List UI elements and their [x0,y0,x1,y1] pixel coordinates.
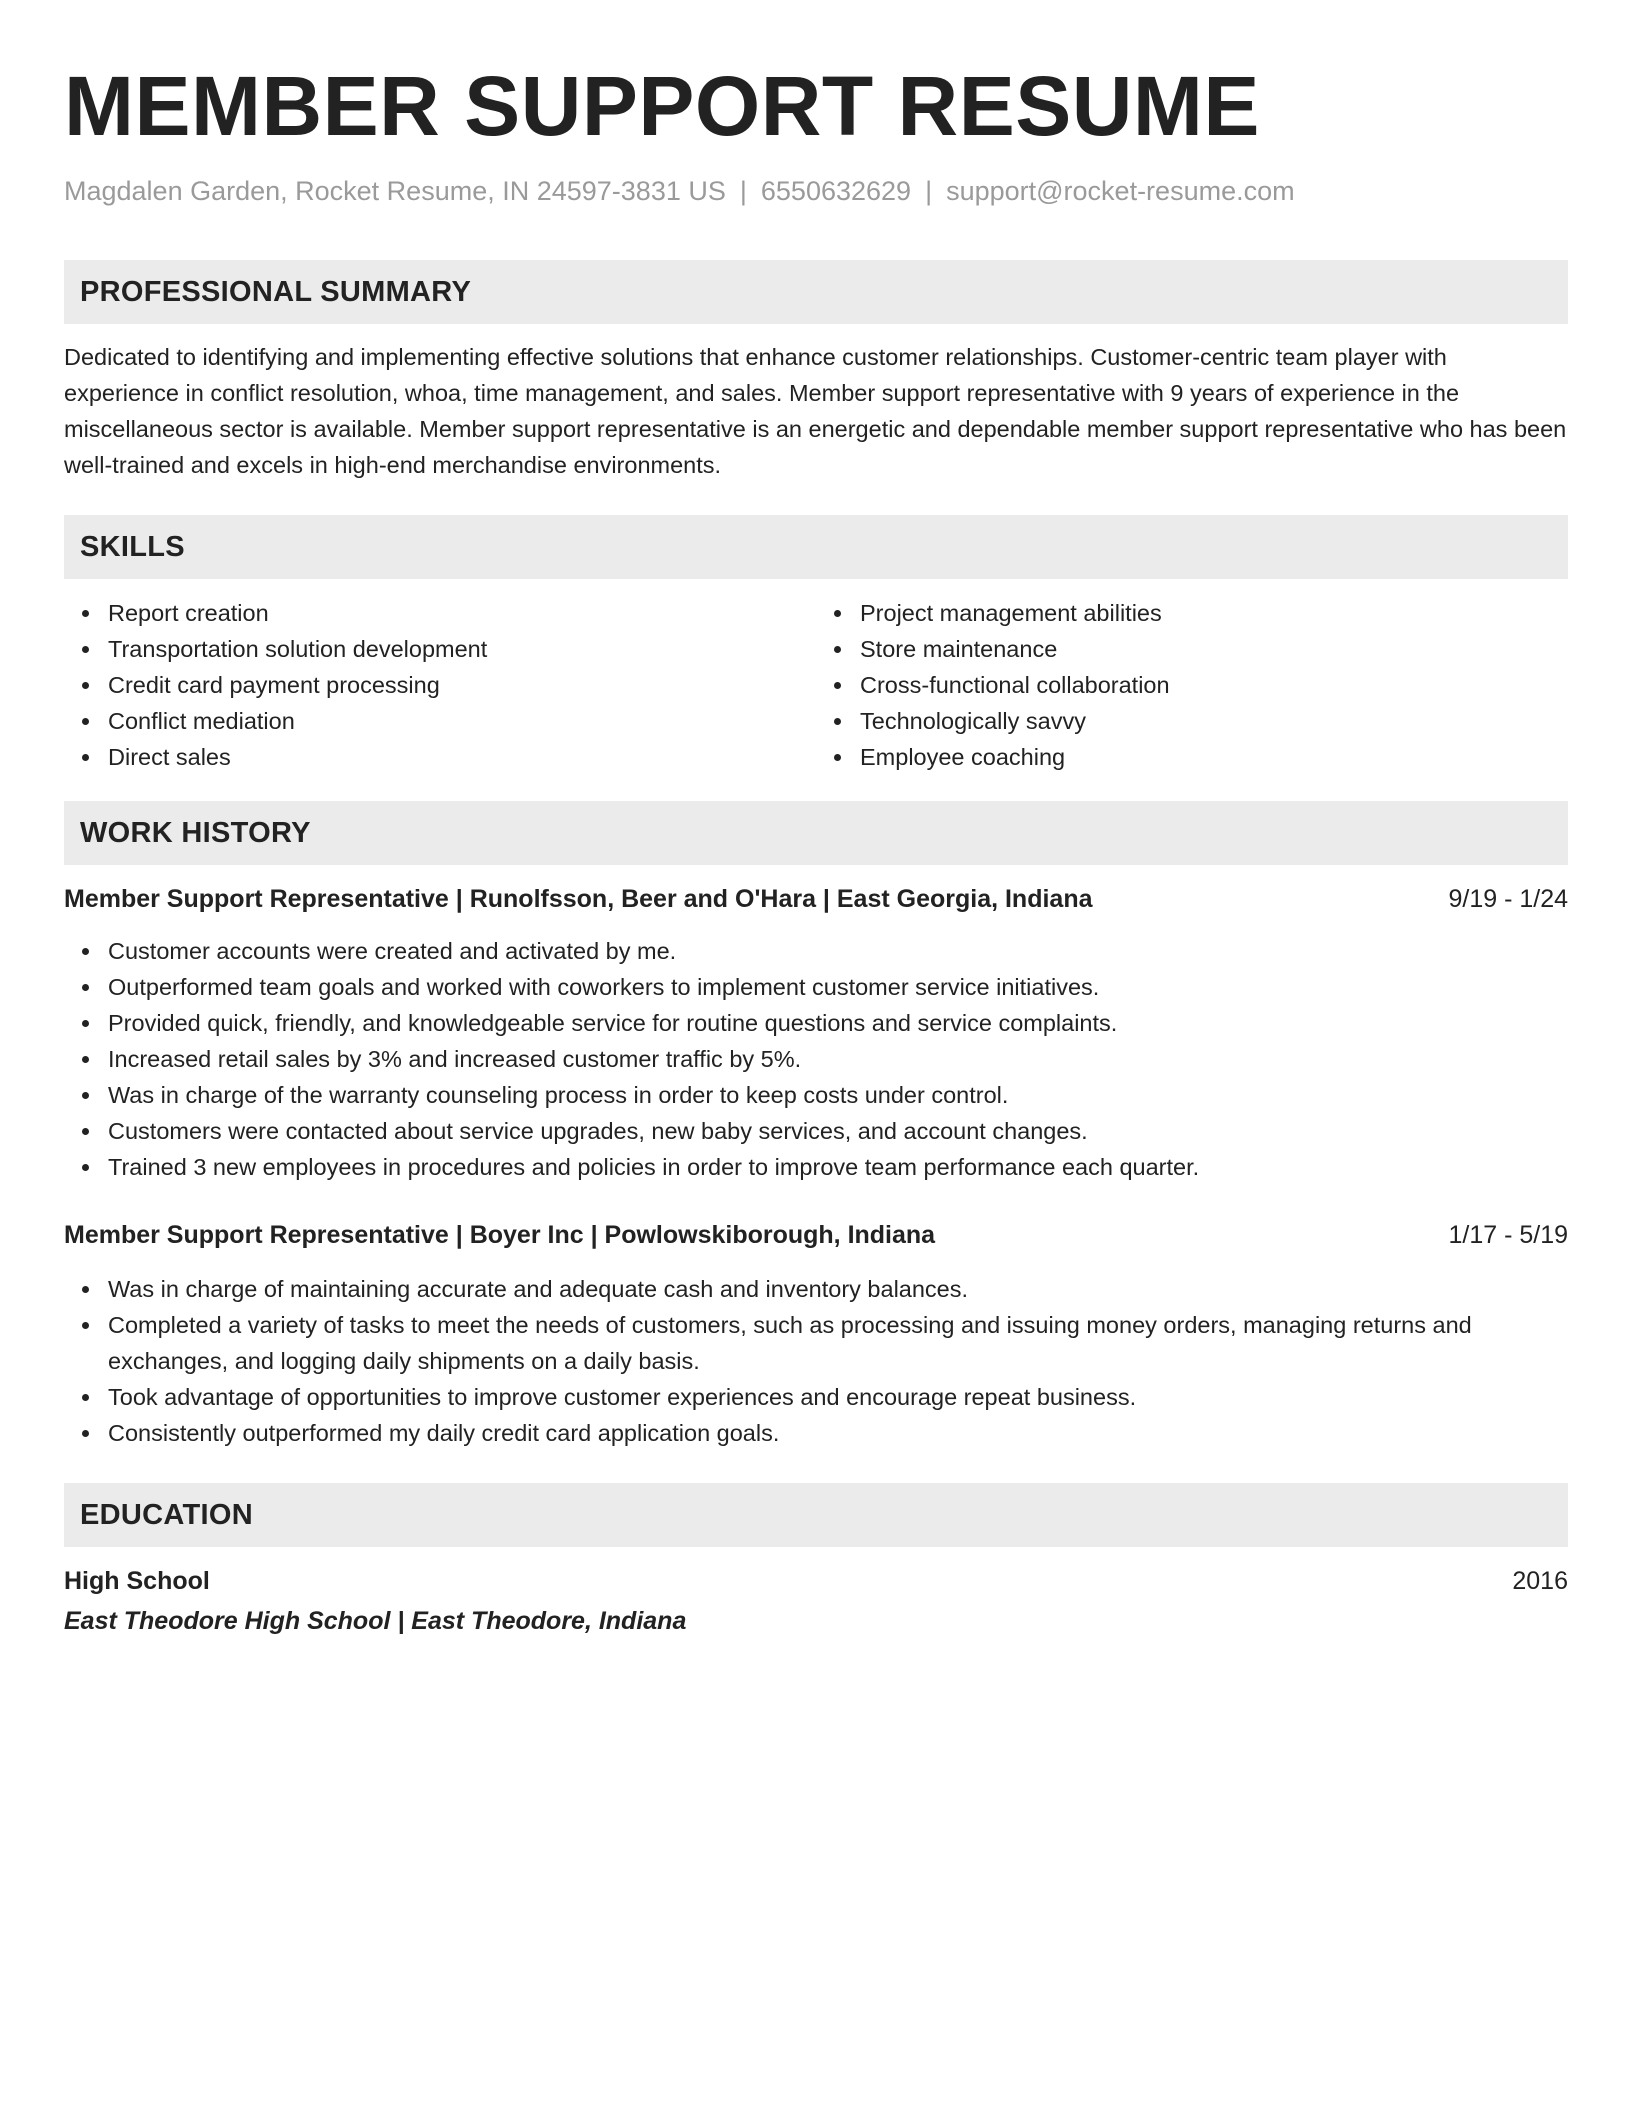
contact-separator: | [925,176,933,206]
skill-item: Employee coaching [860,739,1568,775]
job-dates: 1/17 - 5/19 [1448,1221,1568,1249]
contact-address: Magdalen Garden, Rocket Resume, IN 24597-3831 US [64,176,726,206]
education-school: East Theodore High School | East Theodore, Indiana [64,1607,687,1635]
education-year: 2016 [1512,1567,1568,1595]
skill-item: Technologically savvy [860,703,1568,739]
job-bullet: Was in charge of maintaining accurate and adequate cash and inventory balances. [108,1271,1568,1307]
job-bullets [64,933,1568,1185]
job-bullet: Increased retail sales by 3% and increased customer traffic by 5%. [108,1041,1568,1077]
job-bullet: Customer accounts were created and activated by me. [108,933,1568,969]
work-history-heading: WORK HISTORY [64,801,1568,865]
job-bullet: Consistently outperformed my daily credit card application goals. [108,1415,1568,1451]
skills-heading: SKILLS [64,515,1568,579]
job-header [64,881,1568,917]
skill-item: Cross-functional collaboration [860,667,1568,703]
job-entry [64,1217,1568,1451]
job-title: Member Support Representative | Boyer Inc | Powlowskiborough, Indiana [64,1221,936,1249]
job-bullet: Trained 3 new employees in procedures and policies in order to improve team performance each quarter. [108,1149,1568,1185]
education-heading: EDUCATION [64,1483,1568,1547]
resume-title: MEMBER SUPPORT RESUME [64,59,1260,153]
job-bullet: Provided quick, friendly, and knowledgeable service for routine questions and service complaints. [108,1005,1568,1041]
job-bullet: Took advantage of opportunities to improve customer experiences and encourage repeat business. [108,1379,1568,1415]
skills-list [64,595,1568,775]
skill-item: Report creation [108,595,816,631]
job-entry [64,881,1568,1185]
job-header [64,1217,1568,1253]
job-bullet: Was in charge of the warranty counseling process in order to keep costs under control. [108,1077,1568,1113]
summary-text: Dedicated to identifying and implementing effective solutions that enhance customer relationships. Customer-centric team player with experience in conflict resolution, whoa, time management, and sales. Member support representative with 9 years of experience in the miscellaneous sector is available. Member support representative is an energetic and dependable member support representative who has been well-trained and excels in high-end merchandise environments. [64,344,1567,478]
skills-column-right [816,595,1568,775]
job-bullet: Completed a variety of tasks to meet the needs of customers, such as processing and issuing money orders, managing returns and exchanges, and logging daily shipments on a daily basis. [108,1307,1568,1379]
skill-item: Direct sales [108,739,816,775]
education-degree: High School [64,1567,210,1595]
skill-item: Transportation solution development [108,631,816,667]
contact-phone: 6550632629 [760,176,912,206]
skills-column-left [64,595,816,775]
contact-email: support@rocket-resume.com [946,176,1295,206]
skill-item: Project management abilities [860,595,1568,631]
job-dates: 9/19 - 1/24 [1448,885,1568,913]
job-title: Member Support Representative | Runolfsson, Beer and O'Hara | East Georgia, Indiana [64,885,1093,913]
contact-line [64,174,1568,208]
job-bullets [64,1271,1568,1451]
summary-heading: PROFESSIONAL SUMMARY [64,260,1568,324]
skill-item: Credit card payment processing [108,667,816,703]
skill-item: Conflict mediation [108,703,816,739]
job-bullet: Customers were contacted about service upgrades, new baby services, and account changes. [108,1113,1568,1149]
skill-item: Store maintenance [860,631,1568,667]
contact-separator: | [739,176,747,206]
education-header [64,1563,1568,1599]
job-bullet: Outperformed team goals and worked with coworkers to implement customer service initiatives. [108,969,1568,1005]
